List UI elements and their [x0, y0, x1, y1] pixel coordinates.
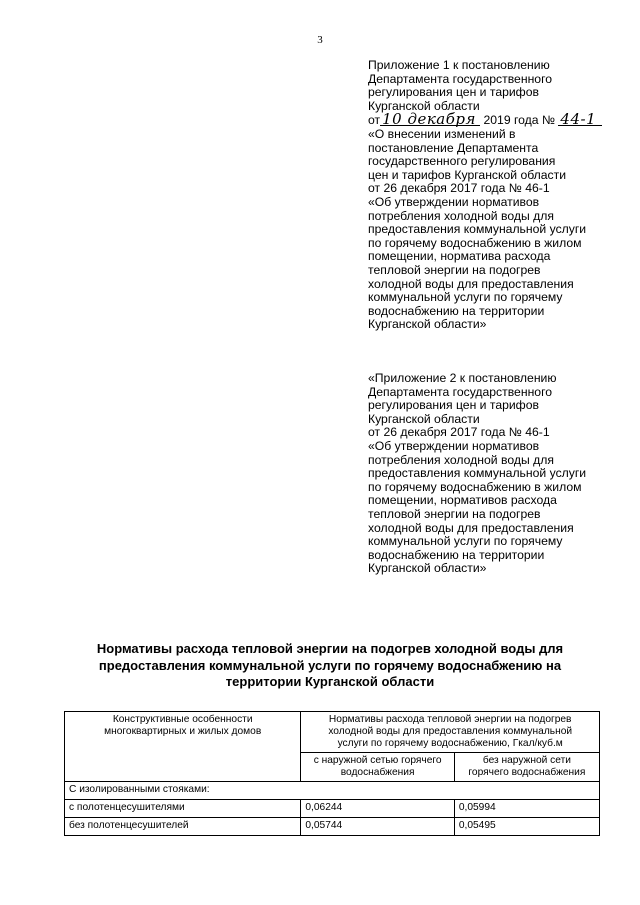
title-line: Нормативы расхода тепловой энергии на подогрев холодной воды для	[96, 641, 564, 656]
header-text-line: услуги по горячему водоснабжению, Гкал/куб.м	[337, 738, 563, 749]
appendix-1-line: «Об утверждении нормативов	[368, 194, 540, 209]
section-label: С изолированными стояками:	[65, 782, 600, 800]
row-label: с полотенцесушителями	[65, 800, 301, 818]
appendix-1-line: регулирования цен и тарифов	[368, 85, 539, 100]
appendix-1-line: цен и тарифов Курганской области	[368, 167, 567, 182]
appendix-1-line: Приложение 1 к постановлению	[368, 58, 550, 72]
header-text-line: многоквартирных и жилых домов	[104, 726, 262, 737]
header-text-line: холодной воды для предоставления коммунальной	[328, 726, 573, 737]
table-header-row	[65, 712, 600, 753]
title-line: территории Курганской области	[225, 674, 435, 689]
appendix-2-line: «Приложение 2 к постановлению	[368, 371, 557, 385]
appendix-1-line: предоставления коммунальной услуги	[368, 222, 587, 237]
appendix-1-line: Курганской области	[368, 98, 480, 113]
appendix-2-line: тепловой энергии на подогрев	[368, 506, 541, 521]
appendix-1-line: Курганской области»	[368, 317, 487, 332]
header-text-line: горячего водоснабжения	[468, 767, 586, 778]
norms-table	[64, 711, 600, 836]
appendix-2-line: холодной воды для предоставления	[368, 520, 574, 535]
header-text-line: без наружной сети	[482, 755, 571, 766]
appendix-1-line: постановление Департамента	[368, 140, 539, 155]
document-title	[60, 641, 600, 691]
header-text-line: с наружной сетью горячего	[313, 755, 442, 766]
appendix-1-header	[368, 59, 618, 332]
value-with-network: 0,06244	[301, 800, 454, 818]
title-line: предоставления коммунальной услуги по горячему водоснабжению на	[98, 657, 562, 673]
header-text-line: Нормативы расхода тепловой энергии на подогрев	[328, 714, 572, 725]
appendix-2-line: предоставления коммунальной услуги	[368, 466, 587, 481]
header-text-line: водоснабжения	[340, 767, 415, 778]
table-row	[65, 800, 600, 818]
appendix-2-line: от 26 декабря 2017 года № 46-1	[368, 425, 550, 440]
header-norms-group	[301, 712, 600, 753]
appendix-1-line: «О внесении изменений в	[368, 126, 516, 141]
appendix-1-line: от 26 декабря 2017 года № 46-1	[368, 181, 550, 196]
appendix-2-line: регулирования цен и тарифов	[368, 398, 539, 413]
table-section-row	[65, 782, 600, 800]
appendix-2-line: Курганской области»	[368, 561, 487, 576]
appendix-1-date-line	[368, 110, 618, 129]
appendix-2-line: по горячему водоснабжению в жилом	[368, 479, 582, 494]
row-label: без полотенцесушителей	[65, 818, 301, 836]
handwritten-date: 10 декабря	[380, 113, 480, 126]
appendix-2-line: «Об утверждении нормативов	[368, 438, 540, 453]
appendix-1-line: тепловой энергии на подогрев	[368, 262, 541, 277]
appendix-2-line: помещении, нормативов расхода	[368, 493, 557, 508]
appendix-1-line: водоснабжению на территории	[368, 303, 545, 318]
appendix-2-line: Курганской области	[368, 411, 480, 426]
handwritten-number: 44-1	[558, 113, 602, 126]
appendix-2-line: водоснабжению на территории	[368, 547, 545, 562]
header-without-network	[454, 753, 599, 782]
appendix-2-line: коммунальной услуги по горячему	[368, 534, 563, 549]
appendix-1-line: коммунальной услуги по горячему	[368, 290, 563, 305]
value-with-network: 0,05744	[301, 818, 454, 836]
header-with-network	[301, 753, 454, 782]
appendix-1-line: государственного регулирования	[368, 154, 556, 169]
appendix-2-line: потребления холодной воды для	[368, 452, 554, 467]
date-prefix: от	[368, 113, 381, 128]
header-text-line: Конструктивные особенности	[112, 714, 253, 725]
value-without-network: 0,05495	[454, 818, 599, 836]
value-without-network: 0,05994	[454, 800, 599, 818]
header-construction-features	[65, 712, 301, 782]
appendix-2-line: Департамента государственного	[368, 384, 553, 399]
date-year-text: 2019 года №	[483, 113, 556, 128]
page-number: 3	[317, 34, 323, 46]
appendix-2-header	[368, 372, 618, 576]
appendix-1-line: Департамента государственного	[368, 71, 553, 86]
table-row	[65, 818, 600, 836]
appendix-1-line: помещении, норматива расхода	[368, 249, 551, 264]
appendix-1-line: холодной воды для предоставления	[368, 276, 574, 291]
appendix-1-line: по горячему водоснабжению в жилом	[368, 235, 582, 250]
appendix-1-line: потребления холодной воды для	[368, 208, 554, 223]
